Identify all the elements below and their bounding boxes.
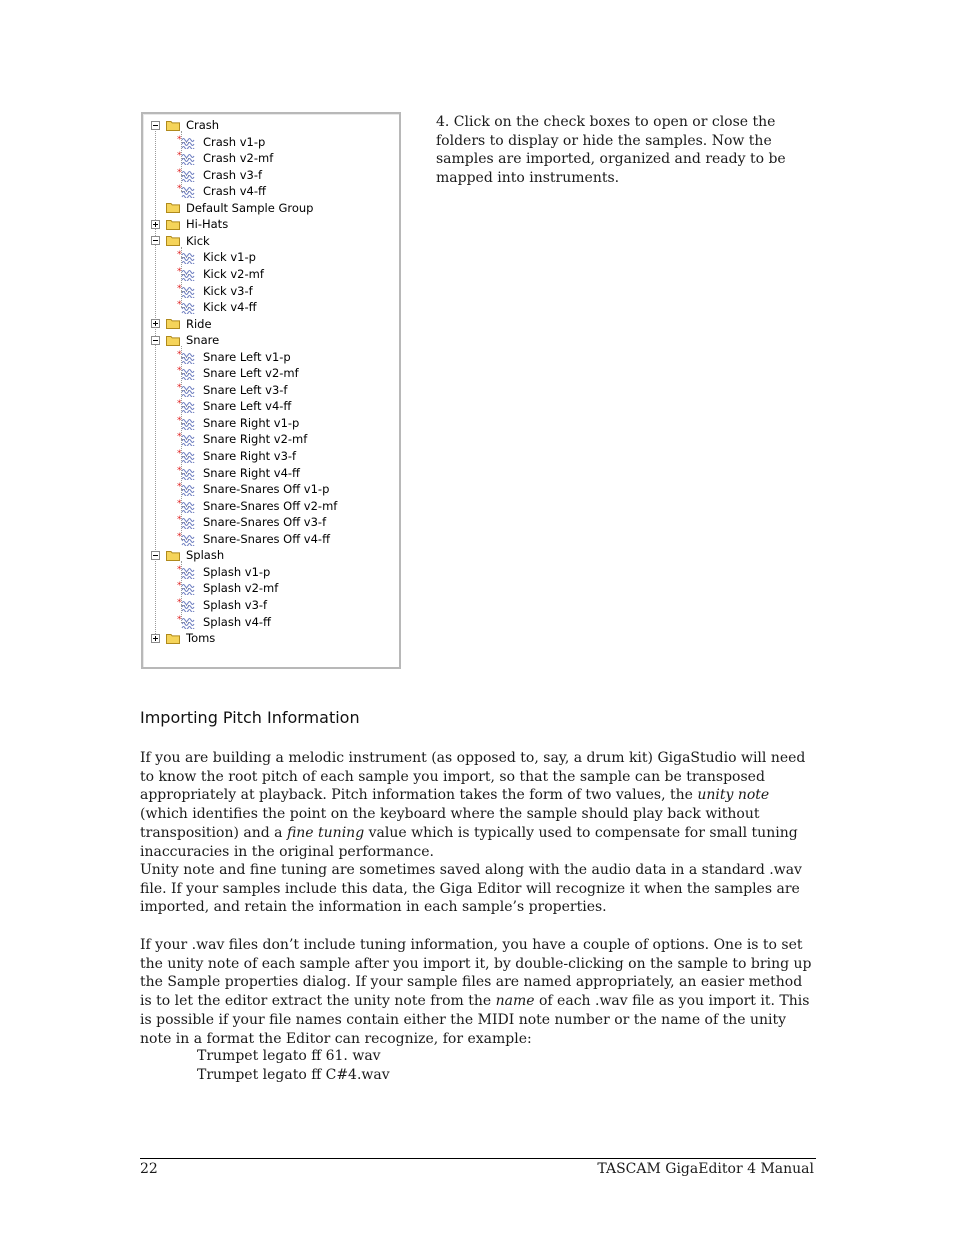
tree-sample-item[interactable] bbox=[177, 299, 257, 315]
tree-item-label: Crash v4-ff bbox=[203, 184, 266, 199]
sample-wave-icon bbox=[177, 267, 197, 281]
tree-item-label: Kick bbox=[186, 233, 210, 248]
svg-text:*: * bbox=[177, 283, 182, 294]
svg-text:*: * bbox=[177, 151, 182, 162]
folder-icon bbox=[166, 120, 180, 131]
collapse-icon[interactable] bbox=[151, 336, 160, 345]
tree-sample-item[interactable] bbox=[177, 283, 253, 299]
tree-sample-item[interactable] bbox=[177, 349, 291, 365]
tree-item-label: Splash v3-f bbox=[203, 597, 268, 612]
tree-sample-item[interactable] bbox=[177, 614, 271, 630]
sample-wave-icon bbox=[177, 581, 197, 595]
emphasis-unity-note: unity note bbox=[697, 787, 770, 804]
expand-icon[interactable] bbox=[151, 220, 160, 229]
tree-folder-item[interactable] bbox=[151, 630, 215, 646]
svg-text:*: * bbox=[177, 614, 182, 625]
tree-folder-item[interactable] bbox=[151, 216, 228, 232]
tree-item-label: Snare Right v2-mf bbox=[203, 432, 308, 447]
tree-folder-item[interactable] bbox=[151, 200, 313, 216]
sample-wave-icon bbox=[177, 499, 197, 513]
emphasis-fine-tuning: fine tuning bbox=[286, 824, 365, 841]
tree-item-label: Splash v1-p bbox=[203, 564, 271, 579]
tree-item-label: Kick v3-f bbox=[203, 283, 253, 298]
tree-sample-item[interactable] bbox=[177, 398, 291, 414]
tree-item-label: Ride bbox=[186, 316, 212, 331]
sample-wave-icon bbox=[177, 350, 197, 364]
expand-icon[interactable] bbox=[151, 319, 160, 328]
page-number: 22 bbox=[140, 1161, 158, 1177]
paragraph-text: of each .wav file as you import it. This is possible if your file names contain either the MIDI note number or the name of the unity note in a format the Editor can recognize, for example: bbox=[140, 993, 810, 1047]
tree-sample-item[interactable] bbox=[177, 514, 326, 530]
tree-sample-item[interactable] bbox=[177, 266, 264, 282]
paragraph-text: If your .wav files don’t include tuning information, you have a couple of options. One is to set the unity note of each sample after you import it, by double-clicking on the sample to bring up the Sample properties dialog. If your sample files are named appropriately, an easier method is to let the editor extract the unity note from the bbox=[140, 937, 812, 1010]
tree-sample-item[interactable] bbox=[177, 150, 273, 166]
sample-wave-icon bbox=[177, 615, 197, 629]
svg-text:*: * bbox=[177, 597, 182, 608]
tree-item-label: Snare Left v4-ff bbox=[203, 399, 292, 414]
expand-icon[interactable] bbox=[151, 634, 160, 643]
tree-item-label: Snare Right v3-f bbox=[203, 449, 297, 463]
svg-text:*: * bbox=[177, 449, 182, 459]
tree-item-label: Snare Left v2-mf bbox=[203, 366, 299, 381]
tree-folder-item[interactable] bbox=[151, 316, 212, 332]
paragraph-pitch-info bbox=[140, 749, 816, 861]
tree-folder-item[interactable] bbox=[151, 332, 219, 348]
tree-sample-item[interactable] bbox=[177, 481, 329, 497]
tree-item-label: Kick v4-ff bbox=[203, 300, 257, 315]
sample-wave-icon bbox=[177, 366, 197, 380]
sample-wave-icon bbox=[177, 135, 197, 149]
tree-item-label: Default Sample Group bbox=[186, 200, 314, 215]
sample-wave-icon bbox=[177, 300, 197, 314]
svg-text:*: * bbox=[177, 134, 182, 145]
svg-text:*: * bbox=[177, 498, 182, 509]
example-filename-2: Trumpet legato ff C#4.wav bbox=[197, 1067, 390, 1083]
svg-text:*: * bbox=[177, 300, 182, 311]
tree-item-label: Crash bbox=[186, 118, 220, 132]
svg-text:*: * bbox=[177, 515, 182, 526]
svg-text:*: * bbox=[177, 167, 182, 178]
sample-wave-icon bbox=[177, 466, 197, 480]
svg-text:*: * bbox=[177, 432, 182, 443]
sample-wave-icon bbox=[177, 383, 197, 397]
tree-guide-line bbox=[181, 131, 182, 191]
tree-sample-item[interactable] bbox=[177, 431, 307, 447]
tree-sample-item[interactable] bbox=[177, 183, 266, 199]
sample-wave-icon bbox=[177, 250, 197, 264]
sample-tree-view[interactable] bbox=[141, 112, 401, 669]
tree-item-label: Splash bbox=[186, 548, 225, 563]
tree-item-label: Kick v1-p bbox=[203, 250, 256, 265]
tree-sample-item[interactable] bbox=[177, 465, 300, 481]
tree-item-label: Snare bbox=[186, 333, 220, 348]
tree-item-label: Hi-Hats bbox=[186, 217, 229, 232]
tree-folder-item[interactable] bbox=[151, 547, 224, 563]
paragraph-options bbox=[140, 936, 816, 1048]
example-filename-1: Trumpet legato ff 61. wav bbox=[197, 1048, 381, 1064]
tree-item-label: Snare Left v1-p bbox=[203, 349, 291, 364]
svg-text:*: * bbox=[177, 366, 182, 377]
tree-item-label: Snare-Snares Off v2-mf bbox=[203, 498, 338, 513]
paragraph-wav-data: Unity note and fine tuning are sometimes saved along with the audio data in a standard .wav file. If your samples include this data, the Giga Editor will recognize it when the samples are imported, and retain the information in each sample’s properties. bbox=[140, 862, 802, 916]
manual-title: TASCAM GigaEditor 4 Manual bbox=[597, 1161, 814, 1177]
svg-text:*: * bbox=[177, 581, 182, 592]
tree-item-label: Kick v2-mf bbox=[203, 266, 264, 281]
sample-wave-icon bbox=[177, 598, 197, 612]
sample-wave-icon bbox=[177, 184, 197, 198]
folder-icon bbox=[166, 202, 180, 213]
tree-item-label: Toms bbox=[186, 631, 216, 646]
paragraph-text: (which identifies the point on the keyboard where the sample should play back without transposition) and a bbox=[140, 806, 760, 841]
folder-icon bbox=[166, 318, 180, 329]
tree-sample-item[interactable] bbox=[177, 597, 267, 613]
tree-item-label: Snare-Snares Off v1-p bbox=[203, 482, 330, 497]
tree-sample-item[interactable] bbox=[177, 382, 287, 398]
tree-sample-item[interactable] bbox=[177, 448, 296, 464]
section-heading: Importing Pitch Information bbox=[140, 708, 360, 727]
folder-icon bbox=[166, 550, 180, 561]
paragraph-text: value which is typically used to compensate for small tuning inaccuracies in the original performance. bbox=[140, 824, 798, 860]
footer-rule bbox=[140, 1158, 816, 1159]
svg-text:*: * bbox=[177, 250, 182, 261]
svg-text:*: * bbox=[177, 415, 182, 426]
svg-text:*: * bbox=[177, 349, 182, 360]
tree-connector-icon bbox=[151, 203, 160, 212]
svg-text:*: * bbox=[177, 465, 182, 476]
tree-sample-item[interactable] bbox=[177, 531, 330, 547]
folder-icon bbox=[166, 633, 180, 644]
tree-sample-item[interactable] bbox=[177, 249, 256, 265]
tree-item-label: Crash v1-p bbox=[203, 134, 266, 149]
tree-sample-item[interactable] bbox=[177, 134, 265, 150]
svg-text:*: * bbox=[177, 266, 182, 277]
sample-wave-icon bbox=[177, 168, 197, 182]
sample-wave-icon bbox=[177, 416, 197, 430]
sample-wave-icon bbox=[177, 565, 197, 579]
sample-wave-icon bbox=[177, 432, 197, 446]
tree-sample-item[interactable] bbox=[177, 498, 337, 514]
folder-icon bbox=[166, 219, 180, 230]
tree-sample-item[interactable] bbox=[177, 580, 278, 596]
paragraph-text: If you are building a melodic instrument (as opposed to, say, a drum kit) GigaStudio will need to know the root pitch of each sample you import, so that the sample can be transposed appropriately at playback. Pitch information takes the form of two values, the bbox=[140, 750, 806, 804]
folder-icon bbox=[166, 235, 180, 246]
tree-sample-item[interactable] bbox=[177, 365, 299, 381]
tree-item-label: Crash v2-mf bbox=[203, 151, 274, 166]
svg-text:*: * bbox=[177, 564, 182, 575]
svg-text:*: * bbox=[177, 482, 182, 493]
folder-icon bbox=[166, 335, 180, 346]
sample-wave-icon bbox=[177, 399, 197, 413]
sample-wave-icon bbox=[177, 482, 197, 496]
emphasis-name: name bbox=[495, 993, 535, 1010]
sample-wave-icon bbox=[177, 284, 197, 298]
svg-text:*: * bbox=[177, 531, 182, 542]
tree-item-label: Snare Left v3-f bbox=[203, 382, 288, 397]
tree-item-label: Splash v4-ff bbox=[203, 614, 271, 629]
step-4-text: 4. Click on the check boxes to open or close the folders to display or hide the samples. Now the samples are imported, organized and ready to be mapped into instruments. bbox=[436, 114, 786, 186]
sample-wave-icon bbox=[177, 151, 197, 165]
svg-text:*: * bbox=[177, 184, 182, 195]
collapse-icon[interactable] bbox=[151, 236, 160, 245]
tree-guide-line bbox=[181, 561, 182, 621]
tree-item-label: Snare-Snares Off v4-ff bbox=[203, 531, 330, 546]
tree-folder-item[interactable] bbox=[151, 117, 219, 133]
collapse-icon[interactable] bbox=[151, 551, 160, 560]
sample-wave-icon bbox=[177, 449, 197, 463]
tree-item-label: Snare Right v1-p bbox=[203, 415, 300, 430]
svg-text:*: * bbox=[177, 399, 182, 410]
collapse-icon[interactable] bbox=[151, 121, 160, 130]
tree-guide-line bbox=[181, 247, 182, 307]
tree-sample-item[interactable] bbox=[177, 564, 270, 580]
tree-item-label: Snare Right v4-ff bbox=[203, 465, 300, 480]
tree-item-label: Splash v2-mf bbox=[203, 581, 279, 596]
tree-sample-item[interactable] bbox=[177, 415, 299, 431]
sample-wave-icon bbox=[177, 532, 197, 546]
tree-item-label: Crash v3-f bbox=[203, 167, 263, 182]
svg-text:*: * bbox=[177, 382, 182, 393]
sample-wave-icon bbox=[177, 515, 197, 529]
tree-sample-item[interactable] bbox=[177, 167, 262, 183]
tree-item-label: Snare-Snares Off v3-f bbox=[203, 515, 327, 530]
tree-guide-line bbox=[181, 346, 182, 539]
